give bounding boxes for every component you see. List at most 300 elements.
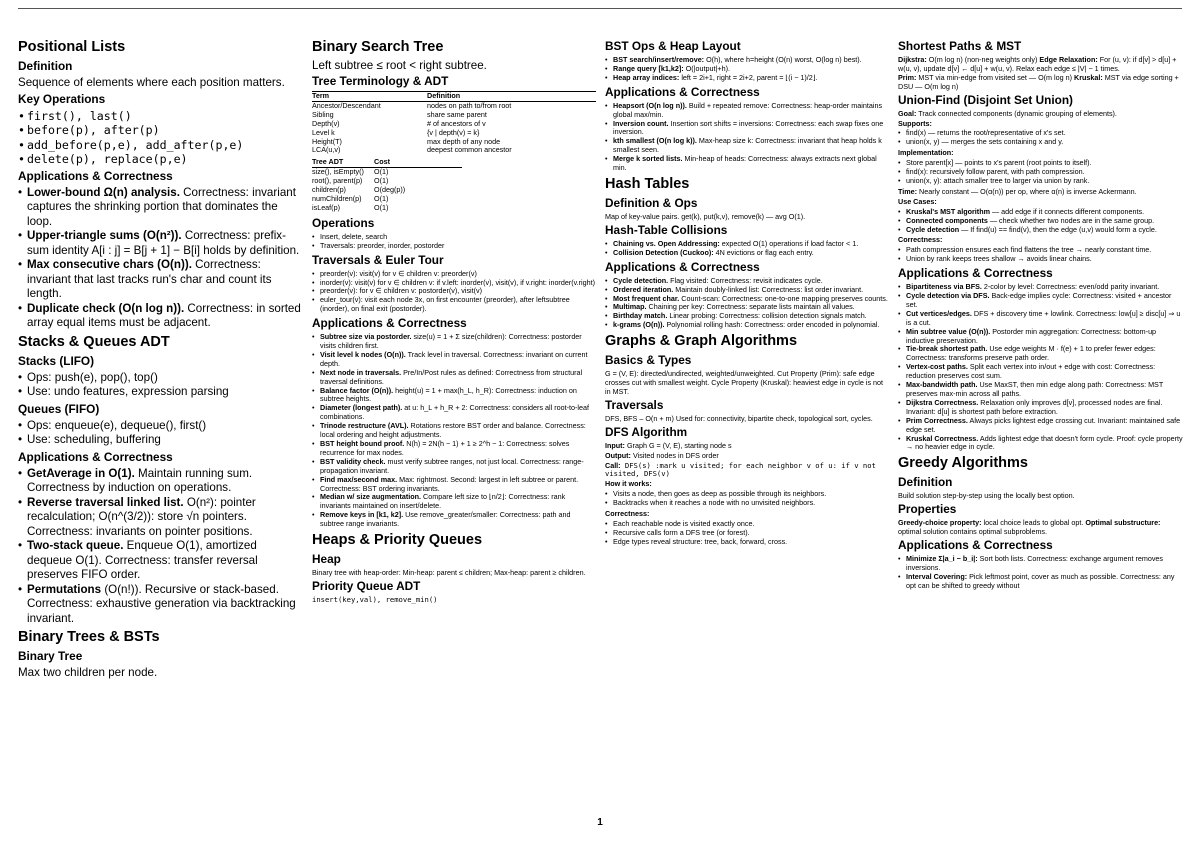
- item-bold: Min subtree value (O(n)).: [906, 326, 991, 336]
- item-bold: Use Cases:: [898, 196, 937, 206]
- item-text: O(h), where h=height (O(n) worst, O(log n) best).: [704, 55, 862, 64]
- item-bold: Output:: [605, 450, 631, 460]
- item-bold: Bipartiteness via BFS.: [906, 282, 982, 292]
- item-bold: Kruskal's MST algorithm: [906, 206, 990, 216]
- table-cell: O(1): [374, 203, 389, 212]
- list-item: • Use: scheduling, buffering: [18, 433, 303, 448]
- item-text: MST via edge sorting + DSU — O(m log n): [898, 72, 1179, 91]
- item-bold: GetAverage in O(1).: [27, 466, 135, 480]
- item-text: Use edge weights M · f(e) + 1 to prefer fewer edges: Correctness: transforms preserve path order.: [906, 344, 1156, 363]
- list-item: [312, 493, 596, 511]
- table-header: Cost: [374, 158, 462, 168]
- item-text: Min-heap of heads: Correctness: always extracts next global min.: [613, 154, 877, 173]
- table-cell: Level k: [312, 128, 335, 137]
- item-bold: Collision Detection (Cuckoo):: [613, 247, 714, 257]
- item-bold: Range query [k1,k2]:: [613, 63, 684, 73]
- section-title: Binary Trees & BSTs: [18, 629, 160, 645]
- item-bold: Birthday match.: [613, 311, 668, 321]
- list-item: [18, 229, 303, 258]
- item-text: For (u, v): if d[v] > d[u] + w(u, v), update d[v] ← d[u] + w(u, v). Relax each edge ≤ |V| − 1 times.: [898, 55, 1177, 73]
- dfs-line: [605, 462, 889, 480]
- section-title: Heaps & Priority Queues: [312, 532, 483, 549]
- list-item: [18, 496, 303, 540]
- list-item: [898, 292, 1184, 310]
- item-bold: Correctness:: [898, 235, 943, 245]
- paragraph: Map of key-value pairs. get(k), put(k,v), remove(k) — avg O(1).: [605, 211, 806, 221]
- paragraph: Left subtree ≤ root < right subtree.: [312, 59, 487, 72]
- subsection-title: Tree Terminology & ADT: [312, 74, 449, 88]
- item-bold: Upper-triangle sums (O(n²)).: [27, 229, 182, 242]
- applications-list: [898, 283, 1184, 452]
- list-item: • preorder(v): for v ∈ children v: postorder(v), visit(v): [312, 287, 596, 296]
- list-item: • union(x, y): attach smaller tree to larger via union by rank.: [898, 177, 1184, 186]
- list-item: [312, 333, 596, 351]
- item-text: — check whether two nodes are in the same group.: [987, 215, 1155, 225]
- table-header: Term: [312, 91, 427, 102]
- terminology-table: [312, 91, 596, 155]
- subsection-title: Basics & Types: [605, 353, 692, 368]
- subsection-title: BST Ops & Heap Layout: [605, 39, 741, 53]
- section-title: Graphs & Graph Algorithms: [605, 333, 798, 350]
- bst-ops-list: [605, 56, 889, 83]
- list-item: [898, 310, 1184, 328]
- list-item: • Edge types reveal structure: tree, back, forward, cross.: [605, 538, 889, 547]
- item-bold: Most frequent char.: [613, 293, 680, 303]
- list-item: • Recursive calls form a DFS tree (or forest).: [605, 529, 889, 538]
- list-item: • inorder(v): visit(v) for v ∈ children v: if v.left: inorder(v), visit(v), if v.right: inorder(v.right): [312, 279, 596, 288]
- item-bold: Trinode restructure (AVL).: [320, 421, 409, 431]
- subsection-title: Operations: [312, 215, 375, 230]
- applications-list: [605, 102, 889, 173]
- item-bold: Reverse traversal linked list.: [27, 495, 184, 509]
- table-cell: Depth(v): [312, 119, 340, 128]
- list-item: • add_before(p,e), add_after(p,e): [18, 138, 303, 153]
- item-bold: Greedy-choice property:: [898, 518, 982, 528]
- subsection-title: Stacks (LIFO): [18, 353, 95, 368]
- list-item: • Ops: enqueue(e), dequeue(), first(): [18, 419, 303, 434]
- subsection-title: Applications & Correctness: [605, 259, 760, 274]
- item-bold: Permutations: [27, 582, 102, 596]
- item-text: Pick leftmost point, cover as much as possible. Correctness: any opt can be shifted to greedy without: [906, 571, 1175, 590]
- list-item: • find(x): recursively follow parent, with path compression.: [898, 168, 1184, 177]
- item-text: O(|output|+h).: [683, 63, 730, 73]
- paragraph: [898, 110, 1184, 119]
- table-cell: size(), isEmpty(): [312, 168, 364, 177]
- list-item: • Union by rank keeps trees shallow → avoids linear chains.: [898, 255, 1184, 264]
- section-title: Positional Lists: [18, 39, 126, 55]
- queues-list: [18, 419, 303, 448]
- table-cell: children(p): [312, 186, 346, 195]
- item-bold: Time:: [898, 186, 918, 196]
- item-bold: Call:: [605, 460, 621, 470]
- item-bold: Kruskal:: [1074, 72, 1103, 82]
- item-bold: Max consecutive chars (O(n)).: [27, 258, 192, 271]
- column-3: [605, 38, 889, 549]
- list-item: [898, 363, 1184, 381]
- list-item: [312, 458, 596, 476]
- item-text: Count-scan: Correctness: one-to-one mapping preserves counts.: [679, 293, 888, 303]
- item-text: Correctness: invariant that last tracks run's char and count its length.: [27, 258, 272, 300]
- column-2: [312, 38, 596, 606]
- item-text: Max-heap size k: Correctness: invariant that heap holds k smallest seen.: [613, 136, 882, 155]
- dfs-line: [605, 442, 889, 451]
- list-item: [605, 321, 889, 330]
- item-bold: Cycle detection: [906, 224, 960, 234]
- item-bold: Cut vertices/edges.: [906, 308, 972, 318]
- column-4: [898, 38, 1184, 593]
- applications-list: [312, 333, 596, 529]
- list-item: • before(p), after(p): [18, 123, 303, 138]
- table-cell: max depth of any node: [427, 137, 501, 146]
- item-text: Flag visited: Correctness: revisit indicates cycle.: [668, 275, 823, 285]
- item-text: Nearly constant — O(α(n)) per op, where α(n) is inverse Ackermann.: [917, 186, 1137, 196]
- item-text: Maintain doubly-linked list: Correctness: list order invariant.: [673, 284, 864, 294]
- list-item: [312, 351, 596, 369]
- paragraph: [898, 120, 1184, 129]
- item-bold: Tie-break shortest path.: [906, 344, 988, 354]
- item-bold: Correctness:: [605, 509, 650, 519]
- subsection-title: Definition: [898, 475, 953, 490]
- subsection-title: Applications & Correctness: [18, 449, 173, 464]
- table-cell: O(1): [374, 168, 389, 177]
- item-text: height(u) = 1 + max(h_L, h_R): Correctness: induction on subtree heights.: [320, 385, 577, 404]
- list-item: [312, 422, 596, 440]
- subsection-title: Priority Queue ADT: [312, 578, 421, 593]
- item-bold: Chaining vs. Open Addressing:: [613, 238, 720, 248]
- ops-list: [18, 109, 303, 167]
- applications-list: [898, 555, 1184, 591]
- section-title: Greedy Algorithms: [898, 455, 1028, 472]
- item-text: Adds lightest edge that doesn't form cycle. Proof: cycle property → no heavier edge in cycle.: [906, 433, 1183, 452]
- list-item: [605, 249, 889, 258]
- table-cell: numChildren(p): [312, 194, 362, 203]
- section-title: Stacks & Queues ADT: [18, 333, 170, 350]
- list-item: • Insert, delete, search: [312, 233, 596, 242]
- item-bold: Subtree size via postorder.: [320, 332, 412, 342]
- paragraph: [898, 519, 1184, 537]
- item-text: (O(n!)). Recursive or stack-based. Correctness: exhaustive generation via backtracking invariant.: [27, 582, 296, 625]
- item-bold: Connected components: [906, 215, 988, 225]
- list-item: • Backtracks when it reaches a node with no unvisited neighbors.: [605, 499, 889, 508]
- list-item: [898, 381, 1184, 399]
- item-text: Max: rightmost. Second: largest in left subtree or parent. Correctness: BST ordering invariants.: [320, 474, 579, 493]
- dfs-line: [605, 480, 889, 489]
- list-item: [312, 476, 596, 494]
- item-bold: Median w/ size augmentation.: [320, 492, 422, 502]
- item-text: must verify subtree ranges, not just local. Correctness: range-propagation invariant.: [320, 456, 584, 475]
- paragraph: [898, 188, 1184, 197]
- subsection-title: Applications & Correctness: [18, 168, 173, 183]
- item-bold: Vertex-cost paths.: [906, 362, 968, 372]
- item-text: Track connected components (dynamic grouping of elements).: [916, 108, 1117, 118]
- dfs-correctness-list: [605, 520, 889, 547]
- list-item: [18, 186, 303, 230]
- item-bold: Goal:: [898, 108, 917, 118]
- item-bold: Visit level k nodes (O(n)).: [320, 349, 406, 359]
- item-bold: Merge k sorted lists.: [613, 154, 683, 164]
- list-item: [312, 511, 596, 529]
- item-text: Correctness: prefix-sum identity A[i : j] = B[j + 1] − B[i] holds by definition.: [27, 229, 300, 257]
- item-text: Postorder min aggregation: Correctness: bottom-up inductive preservation.: [906, 326, 1157, 345]
- list-item: [18, 467, 303, 496]
- item-text: DFS + discovery time + lowlink. Correctness: low[u] ≥ disc[u] ⇒ u is a cut.: [906, 308, 1181, 327]
- list-item: • Traversals: preorder, inorder, postorder: [312, 242, 596, 251]
- subsection-title: Key Operations: [18, 91, 106, 106]
- item-bold: Duplicate check (O(n log n)).: [27, 301, 185, 315]
- item-bold: BST height bound proof.: [320, 439, 405, 448]
- subsection-title: Applications & Correctness: [605, 84, 760, 99]
- list-item: [898, 226, 1184, 235]
- item-bold: Heap array indices:: [613, 72, 680, 82]
- dfs-line: [605, 510, 889, 519]
- table-cell: root(), parent(p): [312, 177, 363, 186]
- paragraph: G = (V, E): directed/undirected, weighted/unweighted. Cut Property (Prim): safe edge crosses cut with smallest weight. Cycle Property (Kruskal): heaviest edge in cycle is not in MST.: [605, 369, 884, 396]
- subsection-title: Binary Tree: [18, 649, 83, 663]
- item-bold: Lower-bound Ω(n) analysis.: [27, 185, 180, 199]
- list-item: [605, 120, 889, 138]
- item-bold: Next node in traversals.: [320, 367, 402, 377]
- list-item: [898, 555, 1184, 573]
- item-text: Maintain running sum. Correctness by induction on operations.: [27, 466, 253, 494]
- item-bold: Supports:: [898, 118, 932, 128]
- item-text: Rotations restore BST order and balance. Correctness: local ordering and height adjustments.: [320, 421, 586, 440]
- item-bold: kth smallest (O(n log k)).: [613, 136, 697, 146]
- item-bold: Dijkstra:: [898, 55, 927, 64]
- operations-list: [312, 233, 596, 251]
- traversals-list: [312, 270, 596, 315]
- list-item: [898, 345, 1184, 363]
- list-item: • euler_tour(v): visit each node 3x, on first encounter (preorder), after leftsubtree (inorder), on final exit (postorder).: [312, 296, 596, 314]
- header-rule: [18, 8, 1182, 9]
- subsection-title: Applications & Correctness: [312, 316, 467, 331]
- item-text: Use MaxST, then min edge along path: Correctness: MST preserves max-min across all paths.: [906, 380, 1164, 398]
- table-cell: deepest common ancestor: [427, 146, 512, 155]
- list-item: • find(x) — returns the root/representative of x's set.: [898, 129, 1184, 138]
- item-text: Use remove_greater/smaller: Correctness: path and subtree range invariants.: [320, 510, 571, 529]
- item-text: Compare left size to ⌊n/2⌋: Correctness: rank invariants maintained on insert/delete.: [320, 492, 566, 511]
- subsection-title: Applications & Correctness: [898, 266, 1053, 281]
- item-bold: Minimize Σ|a_i − b_i|:: [906, 554, 978, 564]
- item-text: Visited nodes in DFS order: [630, 450, 719, 460]
- table-cell: nodes on path to/from root: [427, 101, 512, 110]
- paragraph: Build solution step-by-step using the locally best option.: [898, 491, 1075, 501]
- item-bold: BST validity check.: [320, 456, 386, 466]
- applications-list: [18, 186, 303, 331]
- item-text: optimal solution contains optimal subproblems.: [898, 527, 1048, 537]
- subsection-title: Applications & Correctness: [898, 538, 1053, 553]
- item-bold: Diameter (longest path).: [320, 403, 403, 413]
- item-text: Insertion sort shifts = inversions: Correctness: each swap fixes one inversion.: [613, 118, 884, 137]
- item-text: 4N evictions or flag each entry.: [713, 247, 814, 257]
- list-item: [898, 399, 1184, 417]
- paragraph: Sequence of elements where each position matters.: [18, 76, 285, 89]
- list-item: [605, 155, 889, 173]
- subsection-title: DFS Algorithm: [605, 424, 688, 439]
- item-bold: Max-bandwidth path.: [906, 380, 978, 390]
- item-bold: Multimap.: [613, 302, 647, 312]
- subsection-title: Definition & Ops: [605, 195, 698, 210]
- item-bold: Optimal substructure:: [1085, 518, 1161, 528]
- list-item: • Visits a node, then goes as deep as possible through its neighbors.: [605, 490, 889, 499]
- subsection-title: Union-Find (Disjoint Set Union): [898, 92, 1073, 107]
- dfs-how-list: [605, 490, 889, 508]
- item-bold: Balance factor (O(n)).: [320, 385, 394, 395]
- paragraph: DFS, BFS – O(n + m) Used for: connectivity, bipartite check, topological sort, cycles.: [605, 413, 873, 423]
- item-text: Graph G = (V, E), starting node s: [624, 440, 732, 450]
- item-text: 2-color by level: Correctness: even/odd parity invariant.: [981, 282, 1160, 292]
- list-item: • delete(p), replace(p,e): [18, 152, 303, 167]
- item-bold: Cycle detection.: [613, 275, 669, 285]
- list-item: [312, 369, 596, 387]
- item-text: at u: h_L + h_R + 2: Correctness: considers all root-to-leaf combinations.: [320, 403, 589, 422]
- list-item: [312, 404, 596, 422]
- collisions-list: [605, 240, 889, 258]
- item-bold: Edge Relaxation:: [1039, 55, 1098, 64]
- item-text: O(m log n) (non-neg weights only): [926, 55, 1040, 64]
- paragraph: Max two children per node.: [18, 666, 158, 679]
- implementation-list: [898, 159, 1184, 186]
- item-bold: Cycle detection via DFS.: [906, 291, 990, 301]
- item-text: Correctness: in sorted array equal items must be adjacent.: [27, 301, 301, 329]
- item-text: Relaxation only improves d[v], processed nodes are final. Invariant: d[u] is shortest path before extraction.: [906, 397, 1163, 416]
- list-item: [605, 74, 889, 83]
- paragraph: insert(key,val), remove_min(): [312, 594, 438, 604]
- list-item: • Ops: push(e), pop(), top(): [18, 371, 303, 386]
- item-bold: Interval Covering:: [906, 571, 968, 581]
- item-text: Enqueue O(1), amortized dequeue O(1). Correctness: transfer reversal preserves FIFO order.: [27, 539, 258, 581]
- item-bold: Dijkstra Correctness.: [906, 397, 979, 407]
- tree-adt-table: [312, 158, 462, 212]
- item-bold: Prim Correctness.: [906, 415, 968, 425]
- paragraph: [898, 198, 1184, 207]
- item-bold: Heapsort (O(n log n)).: [613, 100, 687, 110]
- item-bold: BST search/insert/remove:: [613, 55, 705, 64]
- item-text: Back-edge implies cycle: Correctness: visited + ancestor set.: [906, 291, 1172, 309]
- item-text: Always picks lightest edge crossing cut. Invariant: maintained safe edge set.: [906, 415, 1181, 434]
- table-cell: {v | depth(v) = k}: [427, 128, 480, 137]
- item-text: expected O(1) operations if load factor < 1.: [719, 238, 859, 248]
- subsection-title: Shortest Paths & MST: [898, 39, 1022, 53]
- item-text: Chaining per key: Correctness: separate lists maintain all values.: [646, 302, 855, 312]
- list-item: • preorder(v): visit(v) for v ∈ children v: preorder(v): [312, 270, 596, 279]
- item-text: Track level in traversal. Correctness: invariant on current depth.: [320, 349, 588, 368]
- section-title: Binary Search Tree: [312, 39, 444, 55]
- list-item: • Path compression ensures each find flattens the tree → nearly constant time.: [898, 246, 1184, 255]
- section-title: Hash Tables: [605, 175, 690, 192]
- item-text: DFS(s) :mark u visited; for each neighbor v of u: if v not visited, DFS(v): [605, 460, 876, 479]
- list-item: • first(), last(): [18, 109, 303, 124]
- list-item: • Store parent[x] — points to x's parent (root points to itself).: [898, 159, 1184, 168]
- table-cell: LCA(u,v): [312, 146, 341, 155]
- item-text: MST via min-edge from visited set — O(m log n): [916, 72, 1075, 82]
- table-cell: Height(T): [312, 137, 342, 146]
- item-bold: Inversion count.: [613, 118, 669, 128]
- subsection-title: Definition: [18, 59, 73, 73]
- table-cell: O(1): [374, 177, 389, 186]
- table-header: Definition: [427, 91, 596, 102]
- list-item: [312, 387, 596, 405]
- item-text: Sort both lists. Correctness: exchange argument removes inversions.: [906, 554, 1164, 572]
- subsection-title: Hash-Table Collisions: [605, 222, 728, 237]
- list-item: [898, 328, 1184, 346]
- stacks-list: [18, 371, 303, 400]
- applications-list: [18, 467, 303, 627]
- item-text: — add edge if it connects different components.: [989, 206, 1145, 216]
- list-item: • Each reachable node is visited exactly once.: [605, 520, 889, 529]
- item-text: — If find(u) == find(v), then the edge (u,v) would form a cycle.: [959, 224, 1157, 234]
- table-cell: isLeaf(p): [312, 203, 340, 212]
- list-item: [898, 435, 1184, 453]
- subsection-title: Heap: [312, 552, 341, 567]
- item-bold: Remove keys in [k1, k2].: [320, 510, 404, 520]
- table-cell: Sibling: [312, 110, 334, 119]
- list-item: [18, 583, 303, 627]
- table-cell: O(deg(p)): [374, 186, 406, 195]
- item-bold: Implementation:: [898, 148, 954, 158]
- item-text: Linear probing: Correctness: collision detection signals match.: [667, 311, 867, 321]
- item-text: size(u) = 1 + Σ size(children): Correctness: postorder visits children first.: [320, 332, 582, 351]
- item-bold: k-grams (O(n)).: [613, 320, 665, 330]
- item-text: Polynomial rolling hash: Correctness: order encoded in polynomial.: [664, 320, 880, 330]
- paragraph: [898, 236, 1184, 245]
- item-bold: Find max/second max.: [320, 474, 398, 484]
- subsection-title: Traversals & Euler Tour: [312, 252, 444, 267]
- subsection-title: Traversals: [605, 397, 664, 412]
- dfs-line: [605, 452, 889, 461]
- table-cell: share same parent: [427, 110, 487, 119]
- list-item: [312, 440, 596, 458]
- item-bold: Two-stack queue.: [27, 539, 124, 552]
- item-bold: Input:: [605, 440, 625, 450]
- list-item: • union(x, y) — merges the sets containing x and y.: [898, 138, 1184, 147]
- paragraph: [898, 56, 1184, 92]
- correctness-list: [898, 246, 1184, 264]
- item-text: local choice leads to global opt.: [981, 518, 1086, 528]
- item-text: Split each vertex into in/out + edge with cost: Correctness: reduction preserves cost sum.: [906, 362, 1156, 381]
- applications-list: [605, 277, 889, 330]
- item-text: N(h) = 2N(h − 1) + 1 ≥ 2^h − 1: Correctness: solves recurrence for max nodes.: [320, 439, 570, 457]
- subsection-title: Queues (FIFO): [18, 401, 100, 416]
- item-bold: Prim:: [898, 72, 917, 82]
- item-text: Correctness: invariant captures the shrinking portion that dominates the loop.: [27, 185, 296, 228]
- item-text: left = 2i+1, right = 2i+2, parent = ⌊(i − 1)/2⌋.: [679, 72, 818, 82]
- list-item: [898, 573, 1184, 591]
- item-bold: How it works:: [605, 479, 652, 489]
- item-bold: Ordered iteration.: [613, 284, 674, 294]
- supports-list: [898, 129, 1184, 147]
- paragraph: [898, 149, 1184, 158]
- column-1: [18, 38, 303, 682]
- paragraph: Binary tree with heap-order: Min-heap: parent ≤ children; Max-heap: parent ≥ children.: [312, 568, 586, 578]
- item-text: Build + repeated remove: Correctness: heap-order maintains global max/min.: [613, 100, 883, 119]
- table-cell: O(1): [374, 194, 389, 203]
- use-cases-list: [898, 208, 1184, 235]
- table-header: Tree ADT: [312, 158, 374, 168]
- item-text: O(n²): pointer recalculation; O(n^(3/2)): store √n pointers. Correctness: invariants on pointer positions.: [27, 495, 256, 538]
- table-cell: # of ancestors of v: [427, 119, 486, 128]
- list-item: [605, 102, 889, 120]
- list-item: • Use: undo features, expression parsing: [18, 385, 303, 400]
- list-item: [18, 302, 303, 331]
- list-item: [898, 417, 1184, 435]
- page-number: 1: [597, 817, 603, 828]
- table-cell: Ancestor/Descendant: [312, 101, 381, 110]
- list-item: [18, 258, 303, 302]
- list-item: [18, 539, 303, 583]
- subsection-title: Properties: [898, 502, 957, 517]
- item-bold: Kruskal Correctness.: [906, 433, 979, 443]
- item-text: Pre/In/Post rules as defined: Correctness from structural traversal definitions.: [320, 367, 583, 386]
